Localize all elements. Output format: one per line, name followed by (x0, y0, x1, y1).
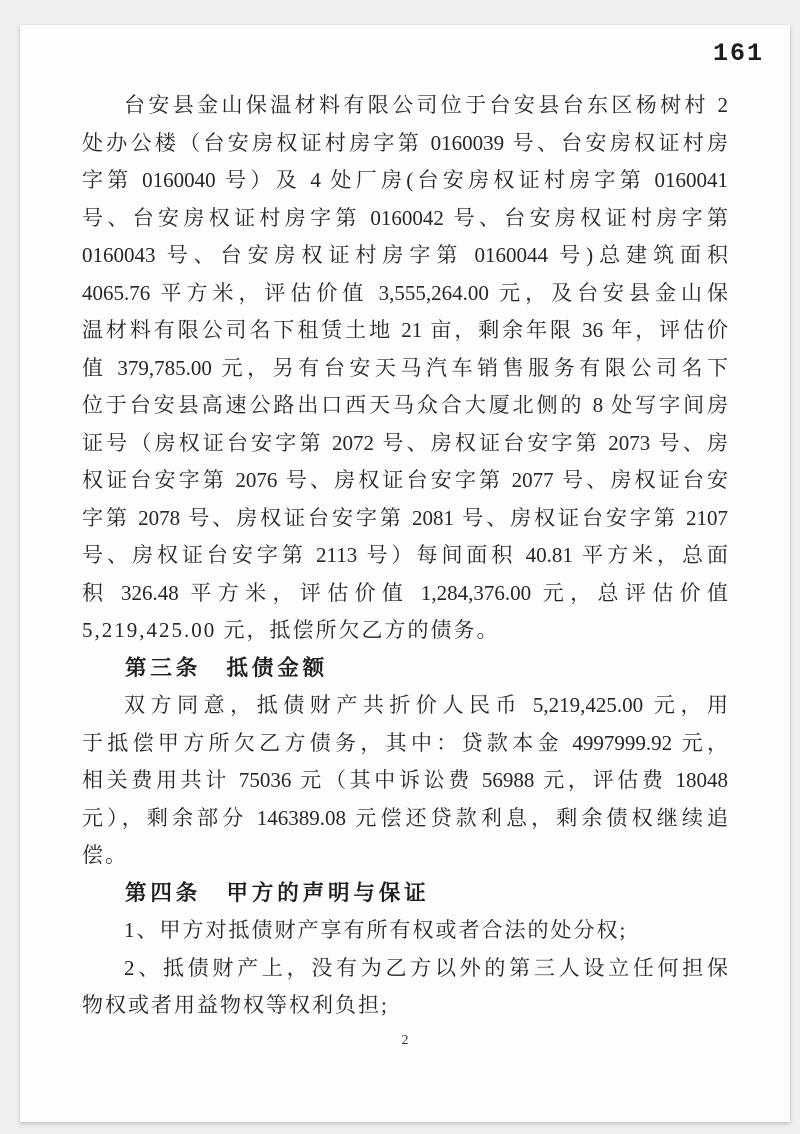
text-line: 双方同意，抵债财产共折价人民币 5,219,425.00 元，用 (124, 693, 728, 717)
text-line: 元），剩余部分 146389.08 元偿还贷款利息，剩余债权继续追 (82, 805, 728, 830)
text-line: 字第 2078 号、房权证台安字第 2081 号、房权证台安字第 2107 (82, 505, 728, 530)
text-line: 台安县金山保温材料有限公司位于台安县台东区杨树村 2 (124, 93, 728, 117)
text-line: 值 379,785.00 元，另有台安天马汽车销售服务有限公司名下 (82, 355, 728, 380)
text-line: 4065.76 平方米，评估价值 3,555,264.00 元，及台安县金山保 (82, 280, 728, 305)
text-line: 处办公楼（台安房权证村房字第 0160039 号、台安房权证村房 (82, 130, 728, 155)
text-line: 温材料有限公司名下租赁土地 21 亩，剩余年限 36 年，评估价 (82, 318, 728, 342)
list-item: 1、甲方对抵债财产享有所有权或者合法的处分权; (124, 918, 628, 942)
text-line: 权证台安字第 2076 号、房权证台安字第 2077 号、房权证台安 (82, 468, 728, 492)
text-line: 5,219,425.00 元，抵偿所欠乙方的债务。 (82, 618, 500, 642)
text-line: 证号（房权证台安字第 2072 号、房权证台安字第 2073 号、房 (82, 430, 728, 455)
text-line: 于抵偿甲方所欠乙方债务，其中：贷款本金 4997999.92 元， (82, 730, 728, 755)
text-line: 偿。 (82, 843, 128, 867)
heading-article-3: 第三条 抵债金额 (125, 655, 328, 680)
text-line: 字第 0160040 号）及 4 处厂房(台安房权证村房字第 0160041 (82, 168, 728, 192)
folio-number: 161 (712, 39, 764, 68)
document-content (20, 25, 790, 1025)
text-line: 积 326.48 平方米，评估价值 1,284,376.00 元，总评估价值 (82, 580, 728, 605)
text-line: 相关费用共计 75036 元（其中诉讼费 56988 元，评估费 18048 (82, 768, 728, 792)
text-line: 位于台安县高速公路出口西天马众合大厦北侧的 8 处写字间房 (82, 393, 728, 417)
heading-article-4: 第四条 甲方的声明与保证 (125, 880, 430, 905)
text-line: 物权或者用益物权等权利负担; (82, 993, 389, 1017)
text-line: 号、房权证台安字第 2113 号）每间面积 40.81 平方米，总面 (82, 543, 728, 567)
page-number-footer: 2 (401, 1033, 409, 1048)
text-line: 0160043 号、台安房权证村房字第 0160044 号)总建筑面积 (82, 243, 728, 267)
text-line: 号、台安房权证村房字第 0160042 号、台安房权证村房字第 (82, 205, 728, 230)
list-item: 2、抵债财产上，没有为乙方以外的第三人设立任何担保 (124, 955, 728, 980)
document-page (20, 25, 790, 1122)
